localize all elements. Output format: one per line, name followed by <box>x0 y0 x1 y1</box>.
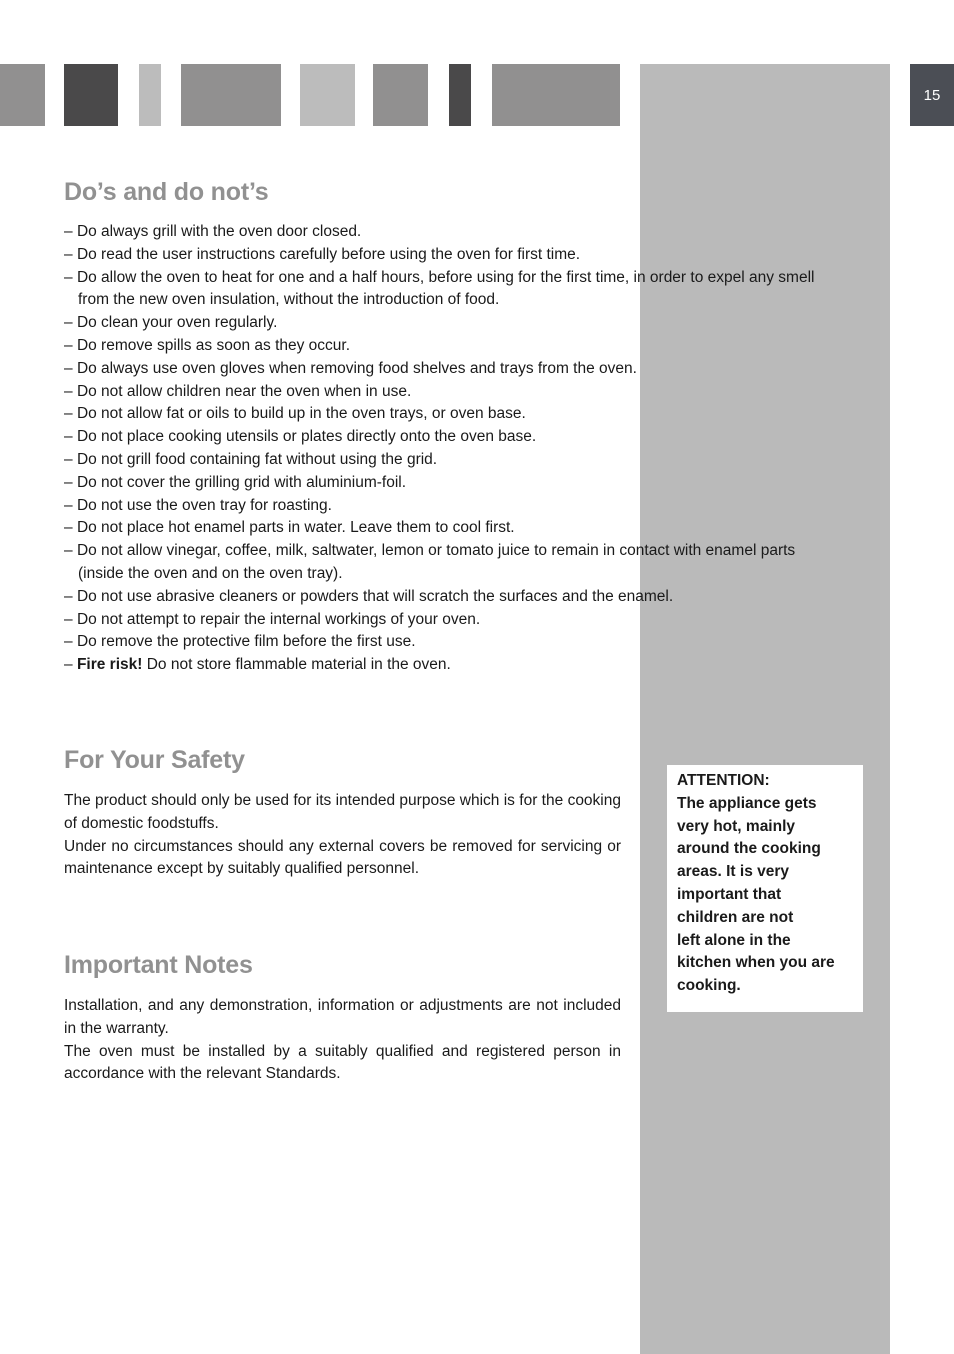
page-number: 15 <box>910 64 954 126</box>
safety-heading: For Your Safety <box>64 746 245 774</box>
paragraph: The product should only be used for its intended purpose which is for the cooking of domestic foodstuffs. <box>64 792 621 832</box>
attention-line: left alone in the <box>677 931 791 949</box>
paragraph: Installation, and any demonstration, information or adjustments are not included in the warranty. <box>64 997 621 1037</box>
list-item: – Do always use oven gloves when removing food shelves and trays from the oven. <box>64 358 844 381</box>
list-item: – Do not place hot enamel parts in water. Leave them to cool first. <box>64 517 844 540</box>
list-item-fire-risk <box>64 654 844 677</box>
list-item: – Do not use the oven tray for roasting. <box>64 495 844 518</box>
attention-line: very hot, mainly <box>677 817 796 835</box>
header-block <box>492 64 620 126</box>
paragraph: Under no circumstances should any external covers be removed for servicing or maintenance except by suitably qualified personnel. <box>64 837 621 878</box>
dos-heading: Do’s and do not’s <box>64 178 269 206</box>
dos-list <box>64 221 844 677</box>
header-block <box>373 64 428 126</box>
list-item: – Do clean your oven regularly. <box>64 312 844 335</box>
safety-text <box>64 790 621 881</box>
list-item: – Do not attempt to repair the internal workings of your oven. <box>64 609 844 632</box>
fire-risk-label: Fire risk! <box>76 656 143 674</box>
attention-line: ATTENTION: <box>677 772 770 789</box>
attention-line: important that <box>677 885 782 903</box>
list-item: – Do remove the protective film before the first use. <box>64 631 844 654</box>
list-item: – Do always grill with the oven door closed. <box>64 221 844 244</box>
list-item: – Do not use abrasive cleaners or powders that will scratch the surfaces and the enamel. <box>64 586 844 609</box>
header-block <box>300 64 355 126</box>
header-block <box>181 64 281 126</box>
attention-line: around the cooking <box>677 840 821 858</box>
header-block <box>449 64 471 126</box>
list-item: – Do read the user instructions carefully before using the oven for first time. <box>64 244 844 267</box>
notes-text <box>64 995 621 1086</box>
attention-line: cooking. <box>677 977 741 995</box>
list-item: – Do not cover the grilling grid with aluminium-foil. <box>64 472 844 495</box>
list-item: – Do remove spills as soon as they occur. <box>64 335 844 358</box>
list-item: – Do not grill food containing fat without using the grid. <box>64 449 844 472</box>
attention-line: areas. It is very <box>677 863 790 881</box>
list-item: – Do not allow children near the oven when in use. <box>64 381 844 404</box>
fire-risk-text: Do not store flammable material in the oven. <box>142 656 451 674</box>
attention-box <box>667 765 863 1012</box>
notes-heading: Important Notes <box>64 951 253 979</box>
attention-line: children are not <box>677 908 794 926</box>
header-block <box>64 64 118 126</box>
list-item: – Do not place cooking utensils or plates directly onto the oven base. <box>64 426 844 449</box>
attention-line: kitchen when you are <box>677 954 835 972</box>
attention-line: The appliance gets <box>677 794 817 812</box>
header-block <box>0 64 45 126</box>
list-item: – Do not allow vinegar, coffee, milk, saltwater, lemon or tomato juice to remain in contact with enamel parts (inside the oven and on the oven tray). <box>64 540 844 586</box>
paragraph: The oven must be installed by a suitably qualified and registered person in accordance with the relevant Standards. <box>64 1042 621 1083</box>
list-item: – Do not allow fat or oils to build up in the oven trays, or oven base. <box>64 403 844 426</box>
header-block <box>139 64 161 126</box>
list-item: – Do allow the oven to heat for one and a half hours, before using for the first time, in order to expel any smell from the new oven insulation, without the introduction of food. <box>64 267 844 313</box>
